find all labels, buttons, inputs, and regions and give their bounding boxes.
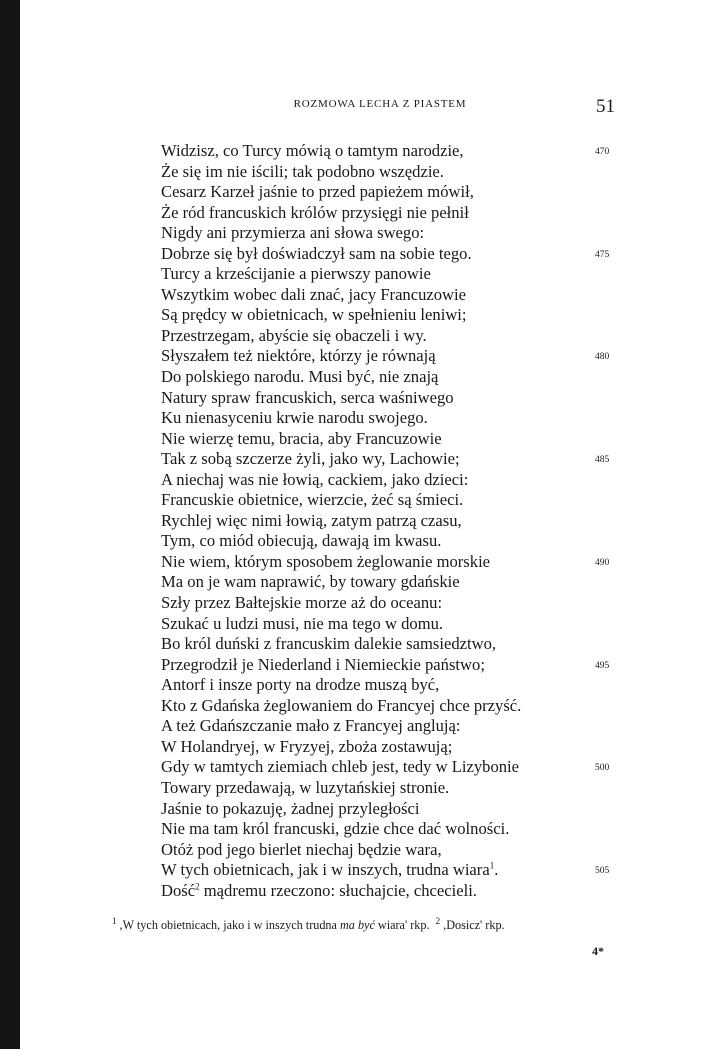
verse-text [161, 429, 442, 450]
verse-words: Że ród francuskich królów przysięgi nie pełnił [161, 202, 469, 222]
verse-line [161, 326, 611, 347]
verse-line [161, 305, 611, 326]
verse-words: Są prędcy w obietnicach, w spełnieniu leniwi; [161, 305, 467, 325]
verse-text [161, 326, 427, 347]
verse-line [161, 264, 611, 285]
verse-words: Gdy w tamtych ziemiach chleb jest, tedy w Lizybonie [161, 757, 520, 777]
verse-words: Rychlej więc nimi łowią, zatym patrzą czasu, [161, 510, 462, 530]
verse-line [161, 881, 611, 902]
verse-text [161, 244, 472, 265]
verse-text [161, 182, 474, 203]
verse-line [161, 223, 611, 244]
verse-text [161, 881, 477, 902]
verse-line [161, 141, 611, 162]
footnote-text-1: ,W tych obietnicach, jako i w inszych trudna [116, 918, 340, 932]
verse-words: Otóż pod jego bierlet niechaj będzie wara, [161, 839, 442, 859]
page-number: 51 [596, 96, 615, 117]
verse-text [161, 408, 428, 429]
line-number: 500 [595, 763, 610, 774]
verse-text [161, 141, 464, 162]
verse-line [161, 655, 611, 676]
signature-mark: 4* [592, 944, 604, 958]
verse-text [161, 367, 438, 388]
verse-text [161, 716, 460, 737]
verse-text [161, 696, 521, 717]
footnote-reference: 2 [195, 881, 200, 892]
verse-text [161, 388, 454, 409]
verse-words: A też Gdańszczanie mało z Francyej anglują: [161, 716, 461, 736]
verse-line [161, 614, 611, 635]
line-number: 480 [595, 352, 610, 363]
verse-line [161, 552, 611, 573]
footnote-italic: ma być [340, 918, 375, 932]
verse-words: Turcy a krześcijanie a pierwszy panowie [161, 264, 431, 284]
verse-text [161, 203, 469, 224]
verse-line [161, 737, 611, 758]
verse-words: Nie wiem, którym sposobem żeglowanie morskie [161, 551, 491, 571]
verse-line [161, 490, 611, 511]
verse-line [161, 162, 611, 183]
footnote-reference: 1 [489, 860, 495, 871]
verse-words: Szukać u ludzi musi, nie ma tego w domu. [161, 613, 444, 633]
verse-text [161, 449, 460, 470]
line-number: 505 [595, 866, 610, 877]
verse-words: Bo król duński z francuskim dalekie samsiedztwo, [161, 634, 497, 654]
verse-words: Francuskie obietnice, wierzcie, żeć są śmieci. [161, 490, 464, 510]
verse-line [161, 367, 611, 388]
verse-line [161, 429, 611, 450]
verse-words: Dobrze się był doświadczył sam na sobie tego. [161, 243, 472, 263]
verse-line [161, 757, 611, 778]
verse-text [161, 634, 496, 655]
verse-line [161, 634, 611, 655]
verse-line [161, 511, 611, 532]
verse-text [161, 346, 436, 367]
verse-words: Ma on je wam naprawić, by towary gdańskie [161, 572, 460, 592]
verse-text [161, 757, 519, 778]
verse-words-end: . [494, 860, 499, 880]
verse-text [161, 223, 424, 244]
verse-text [161, 675, 439, 696]
verse-line [161, 819, 611, 840]
verse-words: Nie ma tam król francuski, gdzie chce dać wolności. [161, 819, 510, 839]
verse-line [161, 799, 611, 820]
scan-edge-shadow [0, 0, 20, 1049]
verse-text [161, 285, 466, 306]
running-head: ROZMOWA LECHA Z PIASTEM [293, 98, 467, 110]
verse-text [161, 840, 442, 861]
verse-line [161, 244, 611, 265]
verse-text [161, 614, 443, 635]
verse-words: Tak z sobą szczerze żyli, jako wy, Lachowie; [161, 449, 460, 469]
verse-line [161, 285, 611, 306]
line-number: 485 [595, 455, 610, 466]
verse-words: Cesarz Karzeł jaśnie to przed papieżem mówił, [161, 182, 474, 202]
verse-line [161, 182, 611, 203]
verse-words: Dość [161, 880, 196, 900]
verse-words: Antorf i insze porty na drodze muszą być, [161, 675, 440, 695]
verse-text [161, 860, 498, 881]
verse-words: Tym, co miód obiecują, dawają im kwasu. [161, 531, 442, 551]
verse-line [161, 716, 611, 737]
verse-line [161, 675, 611, 696]
verse-words: Jaśnie to pokazuję, żadnej przyległości [161, 798, 420, 818]
footnote-mark-2: 2 [435, 915, 441, 926]
verse-words: Przestrzegam, abyście się obaczeli i wy. [161, 325, 427, 345]
verse-line [161, 346, 611, 367]
verse-words: Towary przedawają, w luzytańskiej stronie. [161, 777, 450, 797]
verse-words-end: mądremu rzeczono: słuchajcie, chcecieli. [199, 880, 477, 900]
verse-words: Przegrodził je Niederland i Niemieckie państwo; [161, 654, 485, 674]
verse-words: Kto z Gdańska żeglowaniem do Francyej chce przyść. [161, 695, 522, 715]
verse-words: Że się im nie iścili; tak podobno wszędzie. [161, 161, 444, 181]
verse-words: W Holandryej, w Fryzyej, zboża zostawują; [161, 736, 453, 756]
verse-line [161, 388, 611, 409]
verse-text [161, 778, 449, 799]
line-number: 470 [595, 147, 610, 157]
verse-words: Wszytkim wobec dali znać, jacy Francuzowie [161, 284, 467, 304]
verse-words: Nie wierzę temu, bracia, aby Francuzowie [161, 428, 442, 448]
verse-words: Do polskiego narodu. Musi być, nie znają [161, 367, 439, 387]
footnote-text-2: wiara' rkp. [374, 918, 430, 932]
verse-text [161, 511, 462, 532]
verse-words: Szły przez Bałtejskie morze aż do oceanu: [161, 593, 443, 613]
verse-line [161, 840, 611, 861]
verse-text [161, 737, 452, 758]
verse-line [161, 408, 611, 429]
verse-text [161, 655, 485, 676]
line-number: 495 [595, 660, 610, 671]
verse-line [161, 778, 611, 799]
verse-text [161, 572, 460, 593]
verse-words: A niechaj was nie łowią, cackiem, jako dzieci: [161, 469, 469, 489]
footnote-text-3: ,Dosicz' rkp. [440, 918, 505, 932]
verse-words: Ku nienasyceniu krwie narodu swojego. [161, 408, 428, 428]
line-number: 490 [595, 557, 610, 568]
verse-text [161, 819, 509, 840]
poem-text [161, 141, 611, 901]
verse-words: W tych obietnicach, jak i w inszych, trudna wiara [161, 860, 490, 880]
line-number: 475 [595, 249, 610, 260]
footnote-mark-1: 1 [112, 915, 117, 926]
verse-text [161, 531, 441, 552]
verse-line [161, 572, 611, 593]
verse-line [161, 531, 611, 552]
verse-text [161, 799, 420, 820]
verse-line [161, 449, 611, 470]
verse-text [161, 264, 431, 285]
verse-line [161, 470, 611, 491]
verse-text [161, 593, 442, 614]
verse-text [161, 305, 467, 326]
verse-line [161, 593, 611, 614]
verse-words: Nigdy ani przymierza ani słowa swego: [161, 223, 425, 243]
verse-text [161, 490, 463, 511]
verse-line [161, 696, 611, 717]
footnote [112, 915, 612, 933]
verse-line [161, 860, 611, 881]
verse-line [161, 203, 611, 224]
verse-words: Widzisz, co Turcy mówią o tamtym narodzie, [161, 141, 464, 160]
verse-text [161, 552, 490, 573]
verse-words: Słyszałem też niektóre, którzy je równają [161, 346, 436, 366]
verse-words: Natury spraw francuskich, serca waśniwego [161, 387, 454, 407]
verse-text [161, 470, 468, 491]
verse-text [161, 162, 444, 183]
